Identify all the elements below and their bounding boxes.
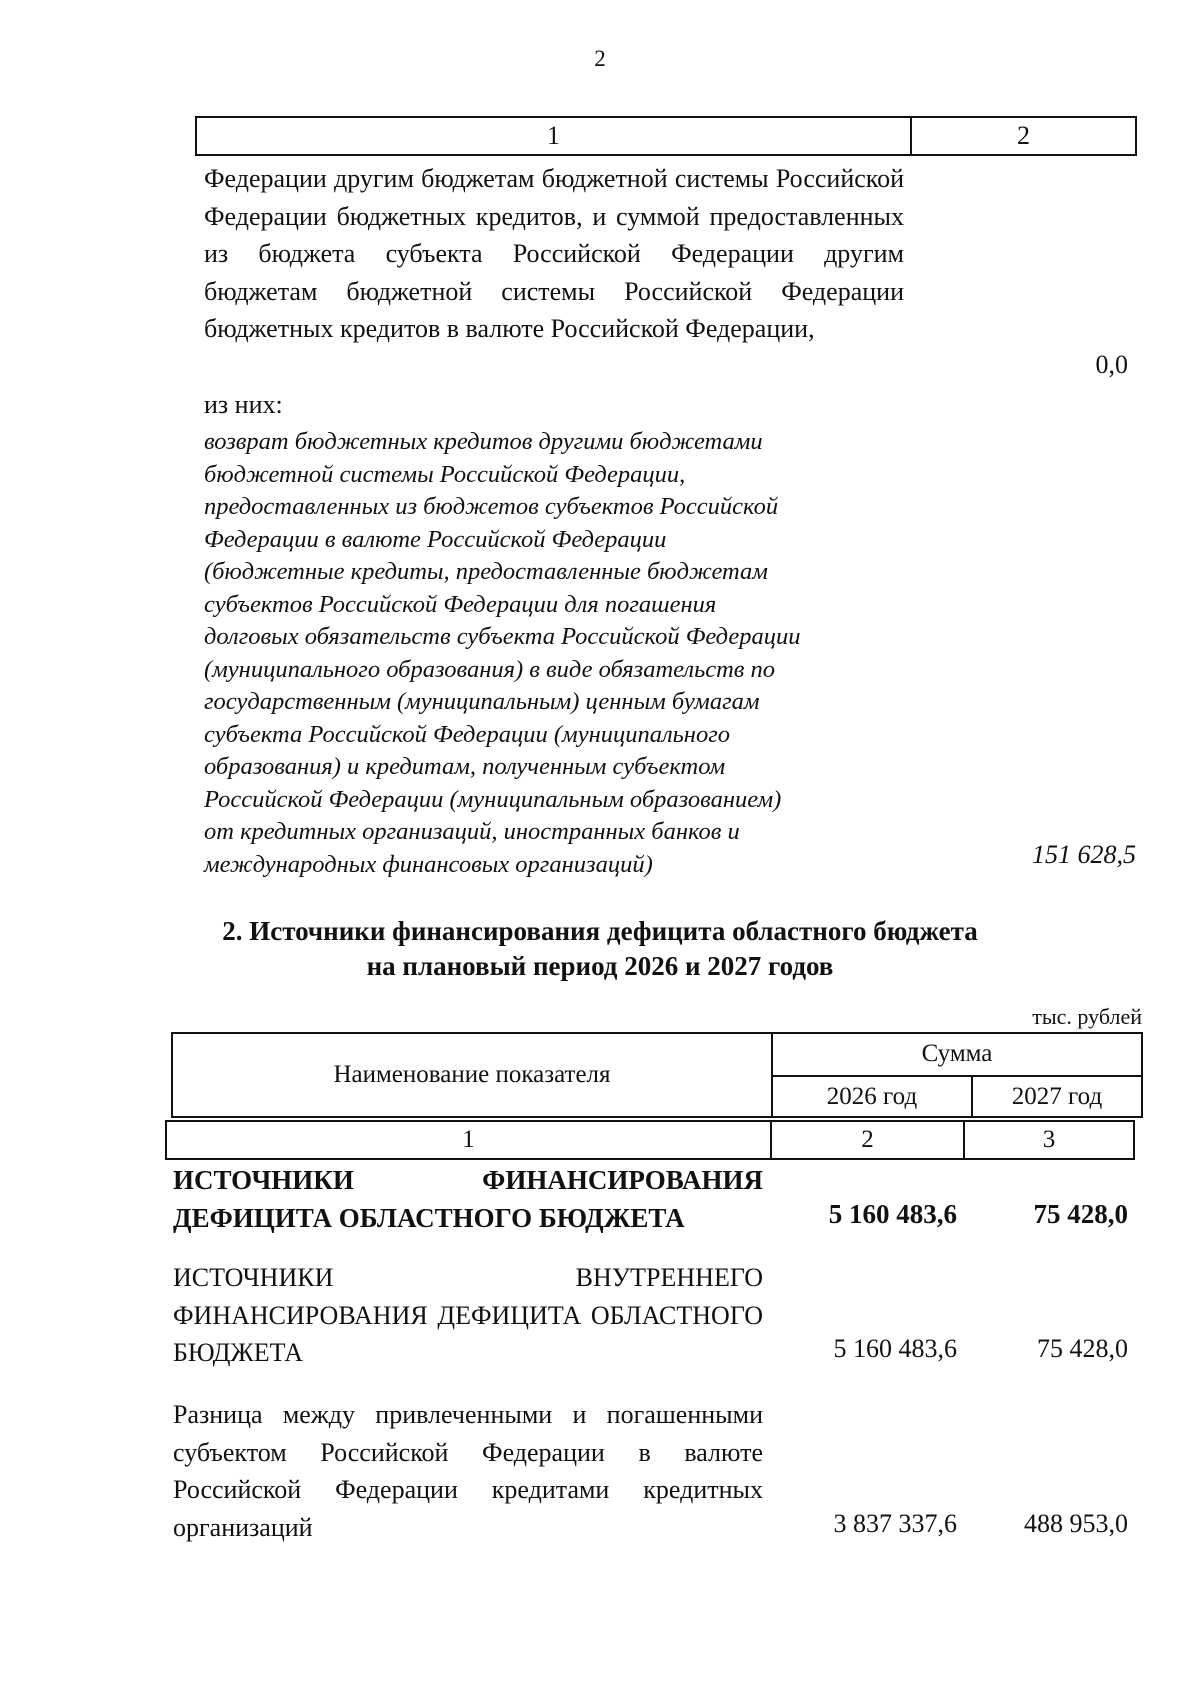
column-number-1: 1	[167, 1122, 772, 1158]
italic-line: долговых обязательств субъекта Российской Федерации	[204, 623, 801, 650]
column-header-2026: 2026 год	[773, 1077, 973, 1116]
table-row-value-2027: 75 428,0	[1033, 1199, 1128, 1229]
column-header-sum: Сумма	[773, 1034, 1141, 1077]
table1-row-text: Федерации другим бюджетам бюджетной системы Российской Федерации бюджетных кредитов, и суммой предоставленных из бюджета субъекта Российской Федерации другим бюджетам бюджетной системы Российской Федерации бюджетных кредитов в валюте Российской Федерации,	[204, 164, 904, 344]
italic-line: субъекта Российской Федерации (муниципального	[204, 720, 731, 748]
table-row-value-2027: 488 953,0	[1024, 1509, 1128, 1538]
units-label: тыс. рублей	[1032, 1004, 1142, 1029]
italic-line: возврат бюджетных кредитов другими бюджетами	[204, 428, 763, 455]
table-row-name: ИСТОЧНИКИ ВНУТРЕННЕГО ФИНАНСИРОВАНИЯ ДЕФИЦИТА ОБЛАСТНОГО БЮДЖЕТА	[173, 1263, 763, 1368]
table-row-value-2027: 75 428,0	[1037, 1334, 1128, 1363]
italic-line: международных финансовых организаций)	[204, 850, 653, 878]
table-row-value-2026: 5 160 483,6	[828, 1199, 957, 1229]
italic-line: образования) и кредитам, полученным субъектом	[204, 753, 726, 780]
italic-line: Российской Федерации (муниципальным образованием)	[204, 785, 782, 813]
italic-line: (бюджетные кредиты, предоставленные бюджетам	[204, 558, 768, 585]
column-number-2: 2	[772, 1122, 965, 1158]
column-header-2027: 2027 год	[1011, 1083, 1103, 1110]
italic-line: от кредитных организаций, иностранных банков и	[204, 818, 740, 845]
italic-value: 151 628,5	[1032, 840, 1136, 869]
italic-line: государственным (муниципальным) ценным бумагам	[204, 688, 760, 715]
column-number-3: 3	[1042, 1126, 1056, 1153]
italic-line: бюджетной системы Российской Федерации,	[204, 460, 686, 488]
table1-header-col2: 2	[1017, 121, 1030, 150]
italic-line: предоставленных из бюджетов субъектов Российской	[204, 493, 779, 520]
page-number: 2	[594, 46, 606, 71]
section2-heading-line1: 2. Источники финансирования дефицита областного бюджета	[222, 916, 978, 946]
italic-line: (муниципального образования) в виде обязательств по	[204, 655, 776, 683]
table1-row-value: 0,0	[1095, 350, 1128, 379]
section2-heading	[0, 914, 1200, 984]
table2-numbering-row	[165, 1120, 1135, 1160]
table2-header	[171, 1032, 1143, 1118]
italic-line: субъектов Российской Федерации для погашения	[204, 590, 717, 618]
italic-description	[204, 426, 924, 881]
table-row-value-2026: 3 837 337,6	[833, 1509, 957, 1538]
table1-header-col1: 1	[197, 118, 912, 154]
column-header-name: Наименование показателя	[173, 1034, 773, 1116]
section2-heading-line2: на плановый период 2026 и 2027 годов	[366, 951, 834, 981]
italic-line: Федерации в валюте Российской Федерации	[204, 525, 667, 553]
table1-header	[195, 116, 1137, 156]
table-row-name: Разница между привлеченными и погашенными субъектом Российской Федерации в валюте Российской Федерации кредитами кредитных организаций	[173, 1400, 763, 1542]
table-row-name: ИСТОЧНИКИ ФИНАНСИРОВАНИЯ ДЕФИЦИТА ОБЛАСТНОГО БЮДЖЕТА	[173, 1165, 763, 1233]
table-row-value-2026: 5 160 483,6	[833, 1334, 957, 1363]
of-which-label: из них:	[204, 390, 283, 419]
